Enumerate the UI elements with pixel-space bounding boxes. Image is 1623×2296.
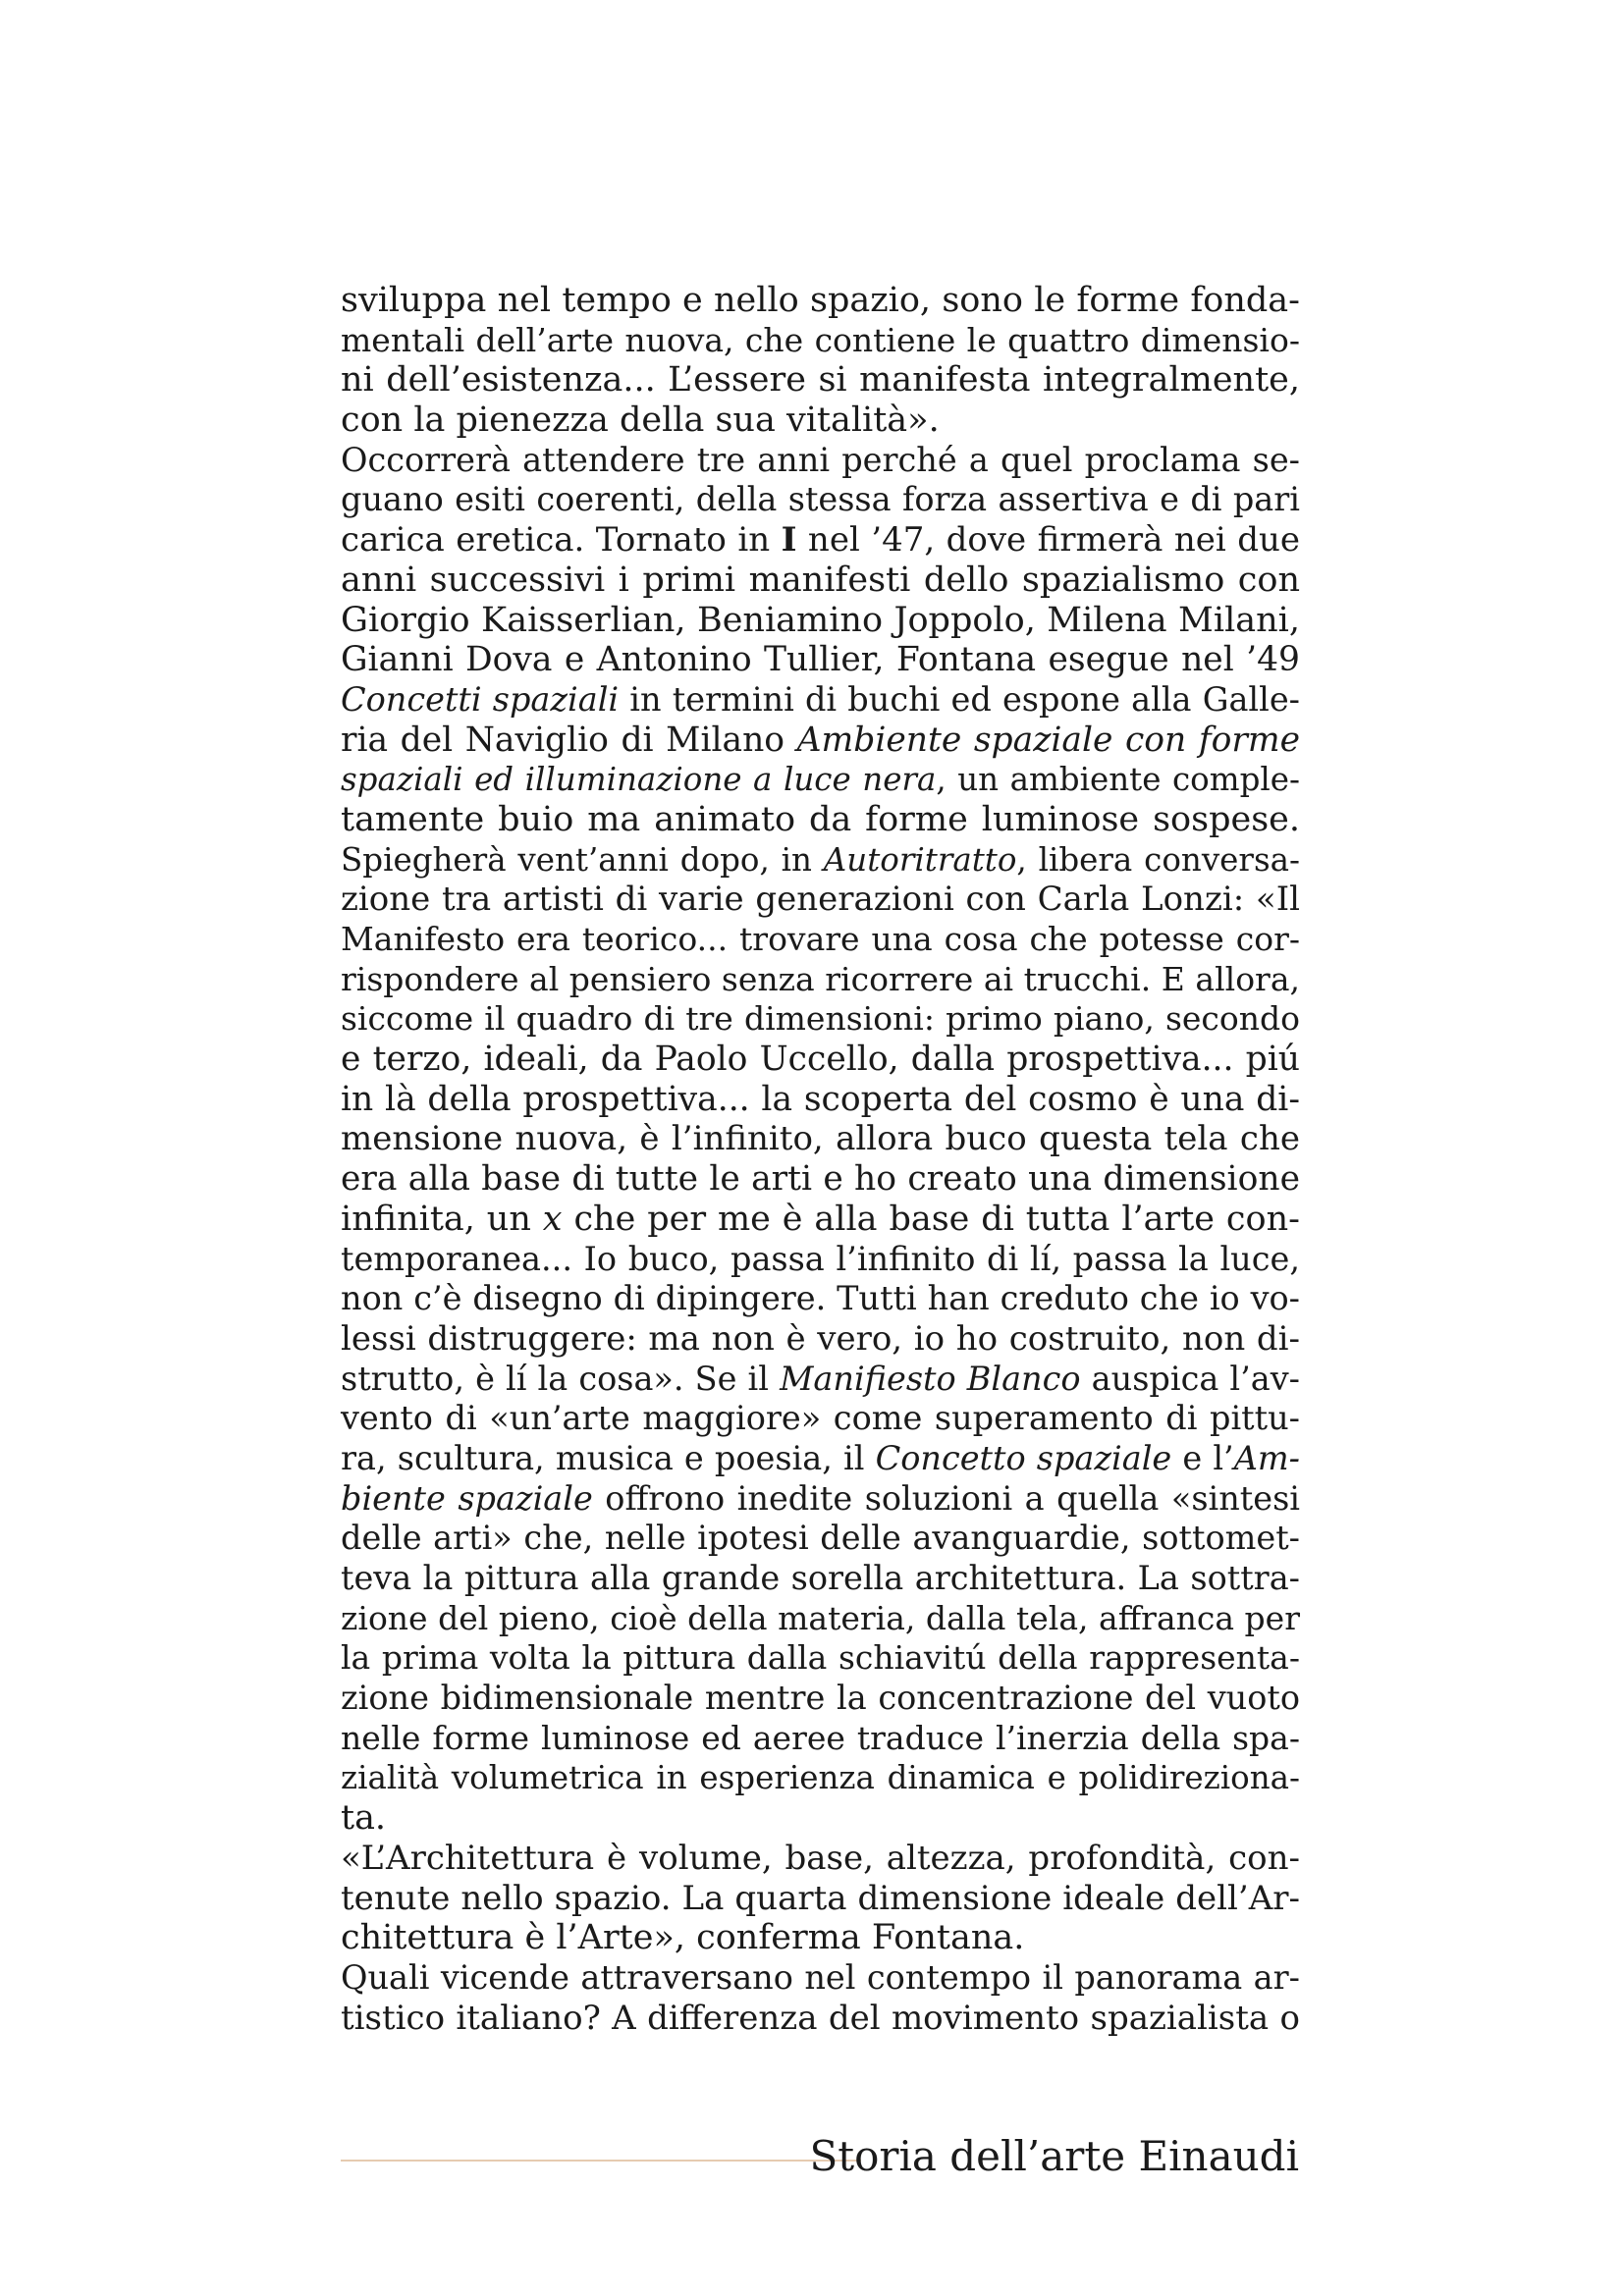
text-span: zione bidimensionale mentre la concentrazione del vuoto [341,1679,1300,1718]
text-line [341,1279,1300,1319]
text-line [341,281,1300,321]
text-span: Giorgio Kaisserlian, Beniamino Joppolo, Milena Milani, [341,600,1300,640]
text-line [341,1679,1300,1719]
text-line [341,561,1300,601]
text-line [341,1200,1300,1240]
italic-span: Manifiesto Blanco [780,1359,1081,1398]
text-line [341,1360,1300,1400]
text-line [341,1958,1300,1999]
text-line [341,321,1300,361]
text-line [341,1240,1300,1280]
text-span: ta. [341,1798,387,1839]
text-line [341,1479,1300,1520]
text-span: auspica l’av- [1080,1359,1300,1398]
italic-span: Concetti spaziali [341,679,620,719]
text-span: che per me è alla base di tutta l’arte con- [562,1199,1300,1239]
footer-title: Storia dell’arte Einaudi [809,2132,1299,2180]
text-span: con la pienezza della sua vitalità». [341,400,940,441]
text-line [341,1839,1300,1879]
text-span: offrono inedite soluzioni a quella «sintesi [592,1478,1300,1518]
text-span: ni dell’esistenza... L’essere si manifesta integralmente, [341,360,1300,400]
text-line [341,1159,1300,1200]
text-line [341,480,1300,520]
text-span: in termini di buchi ed espone alla Galle- [619,679,1300,719]
text-line [341,441,1300,481]
italic-span: biente spaziale [341,1478,593,1518]
text-line [341,1119,1300,1159]
italic-span: Autoritratto [823,840,1017,879]
text-line [341,1798,1300,1839]
text-span: vento di «un’arte maggiore» come superamento di pittu- [341,1399,1300,1438]
text-line [341,1638,1300,1679]
text-span: delle arti» che, nelle ipotesi delle avanguardie, sottomet- [341,1519,1300,1558]
text-line [341,1999,1300,2039]
text-span: teva la pittura alla grande sorella architettura. La sottra- [341,1559,1300,1597]
footer-rule [341,2160,861,2162]
text-span: chitettura è l’Arte», conferma Fontana. [341,1918,1025,1958]
text-span: era alla base di tutte le arti e ho creato una dimensione [341,1159,1300,1200]
text-line [341,520,1300,561]
text-span: la prima volta la pittura dalla schiavitú della rappresenta- [341,1638,1300,1678]
text-line [341,601,1300,641]
text-span: tistico italiano? A differenza del movimento spazialista o [341,1998,1300,2038]
text-line [341,800,1300,840]
text-span: strutto, è lí la cosa». Se il [341,1359,781,1398]
italic-span: Ambiente spaziale con forme [796,720,1300,760]
text-span: mentali dell’arte nuova, che contiene le quattro dimensio- [341,320,1300,359]
text-span: mensione nuova, è l’infinito, allora buco questa tela che [341,1119,1300,1159]
italic-span: Am- [1233,1438,1300,1477]
text-span: zione del pieno, cioè della materia, dalla tela, affranca per [341,1598,1300,1637]
text-span: rispondere al pensiero senza ricorrere ai trucchi. E allora, [341,959,1300,998]
text-line [341,1758,1300,1798]
text-line [341,760,1300,800]
text-line [341,400,1300,441]
text-span: Quali vicende attraversano nel contempo il panorama ar- [341,1957,1300,1997]
text-span: , libera conversa- [1016,840,1300,879]
text-span: sviluppa nel tempo e nello spazio, sono le forme fonda- [341,281,1300,320]
text-line [341,1080,1300,1120]
text-span: non c’è disegno di dipingere. Tutti han creduto che io vo- [341,1279,1300,1318]
text-span: ra, scultura, musica e poesia, il [341,1438,876,1477]
text-span: anni successivi i primi manifesti dello spazialismo con [341,560,1300,600]
text-line [341,1559,1300,1599]
text-span: siccome il quadro di tre dimensioni: primo piano, secondo [341,999,1300,1039]
italic-span: spaziali ed illuminazione a luce nera [341,761,937,799]
text-line [341,1439,1300,1479]
text-line [341,1399,1300,1439]
text-line [341,1319,1300,1360]
text-line [341,640,1300,680]
text-span: tenute nello spazio. La quarta dimensione ideale dell’Ar- [341,1878,1300,1918]
text-span: in là della prospettiva... la scoperta del cosmo è una di- [341,1079,1300,1119]
text-line [341,1719,1300,1759]
text-line [341,360,1300,400]
text-line [341,840,1300,881]
text-span: Manifesto era teorico... trovare una cosa che potesse cor- [341,920,1300,958]
text-span: Occorrerà attendere tre anni perché a quel proclama se- [341,440,1300,479]
text-span: ria del Naviglio di Milano [341,720,797,760]
text-span: temporanea... Io buco, passa l’infinito di lí, passa la luce, [341,1239,1300,1278]
text-span: infinita, un [341,1199,543,1239]
text-line [341,721,1300,761]
text-span: carica eretica. Tornato in [341,520,782,561]
text-line [341,1918,1300,1958]
text-span: guano esiti coerenti, della stessa forza assertiva e di pari [341,480,1300,519]
body-text [341,281,1300,2038]
italic-span: Concetto spaziale [875,1438,1172,1477]
text-span: nel ’47, dove firmerà nei due [796,520,1301,561]
text-span: e l’ [1171,1438,1234,1477]
text-line [341,1519,1300,1559]
text-span: zione tra artisti di varie generazioni con Carla Lonzi: «Il [341,880,1300,920]
text-span: e terzo, ideali, da Paolo Uccello, dalla prospettiva... piú [341,1040,1300,1080]
text-span: , un ambiente comple- [936,761,1300,799]
text-span: tamente buio ma animato da forme luminose sospese. [341,799,1300,839]
text-span: zialità volumetrica in esperienza dinamica e polidireziona- [341,1759,1300,1797]
bold-span: I [781,520,797,561]
text-line [341,1599,1300,1639]
text-line [341,920,1300,960]
text-span: Gianni Dova e Antonino Tullier, Fontana esegue nel ’49 [341,640,1300,680]
italic-span: x [542,1199,563,1239]
text-line [341,960,1300,1000]
text-line [341,1040,1300,1080]
text-span: lessi distruggere: ma non è vero, io ho costruito, non di- [341,1318,1300,1359]
text-line [341,680,1300,721]
text-line [341,999,1300,1040]
text-line [341,880,1300,920]
text-line [341,1879,1300,1919]
text-span: nelle forme luminose ed aeree traduce l’inerzia della spa- [341,1718,1300,1757]
text-span: Spiegherà vent’anni dopo, in [341,840,824,879]
text-span: «L’Architettura è volume, base, altezza, profondità, con- [341,1838,1300,1878]
